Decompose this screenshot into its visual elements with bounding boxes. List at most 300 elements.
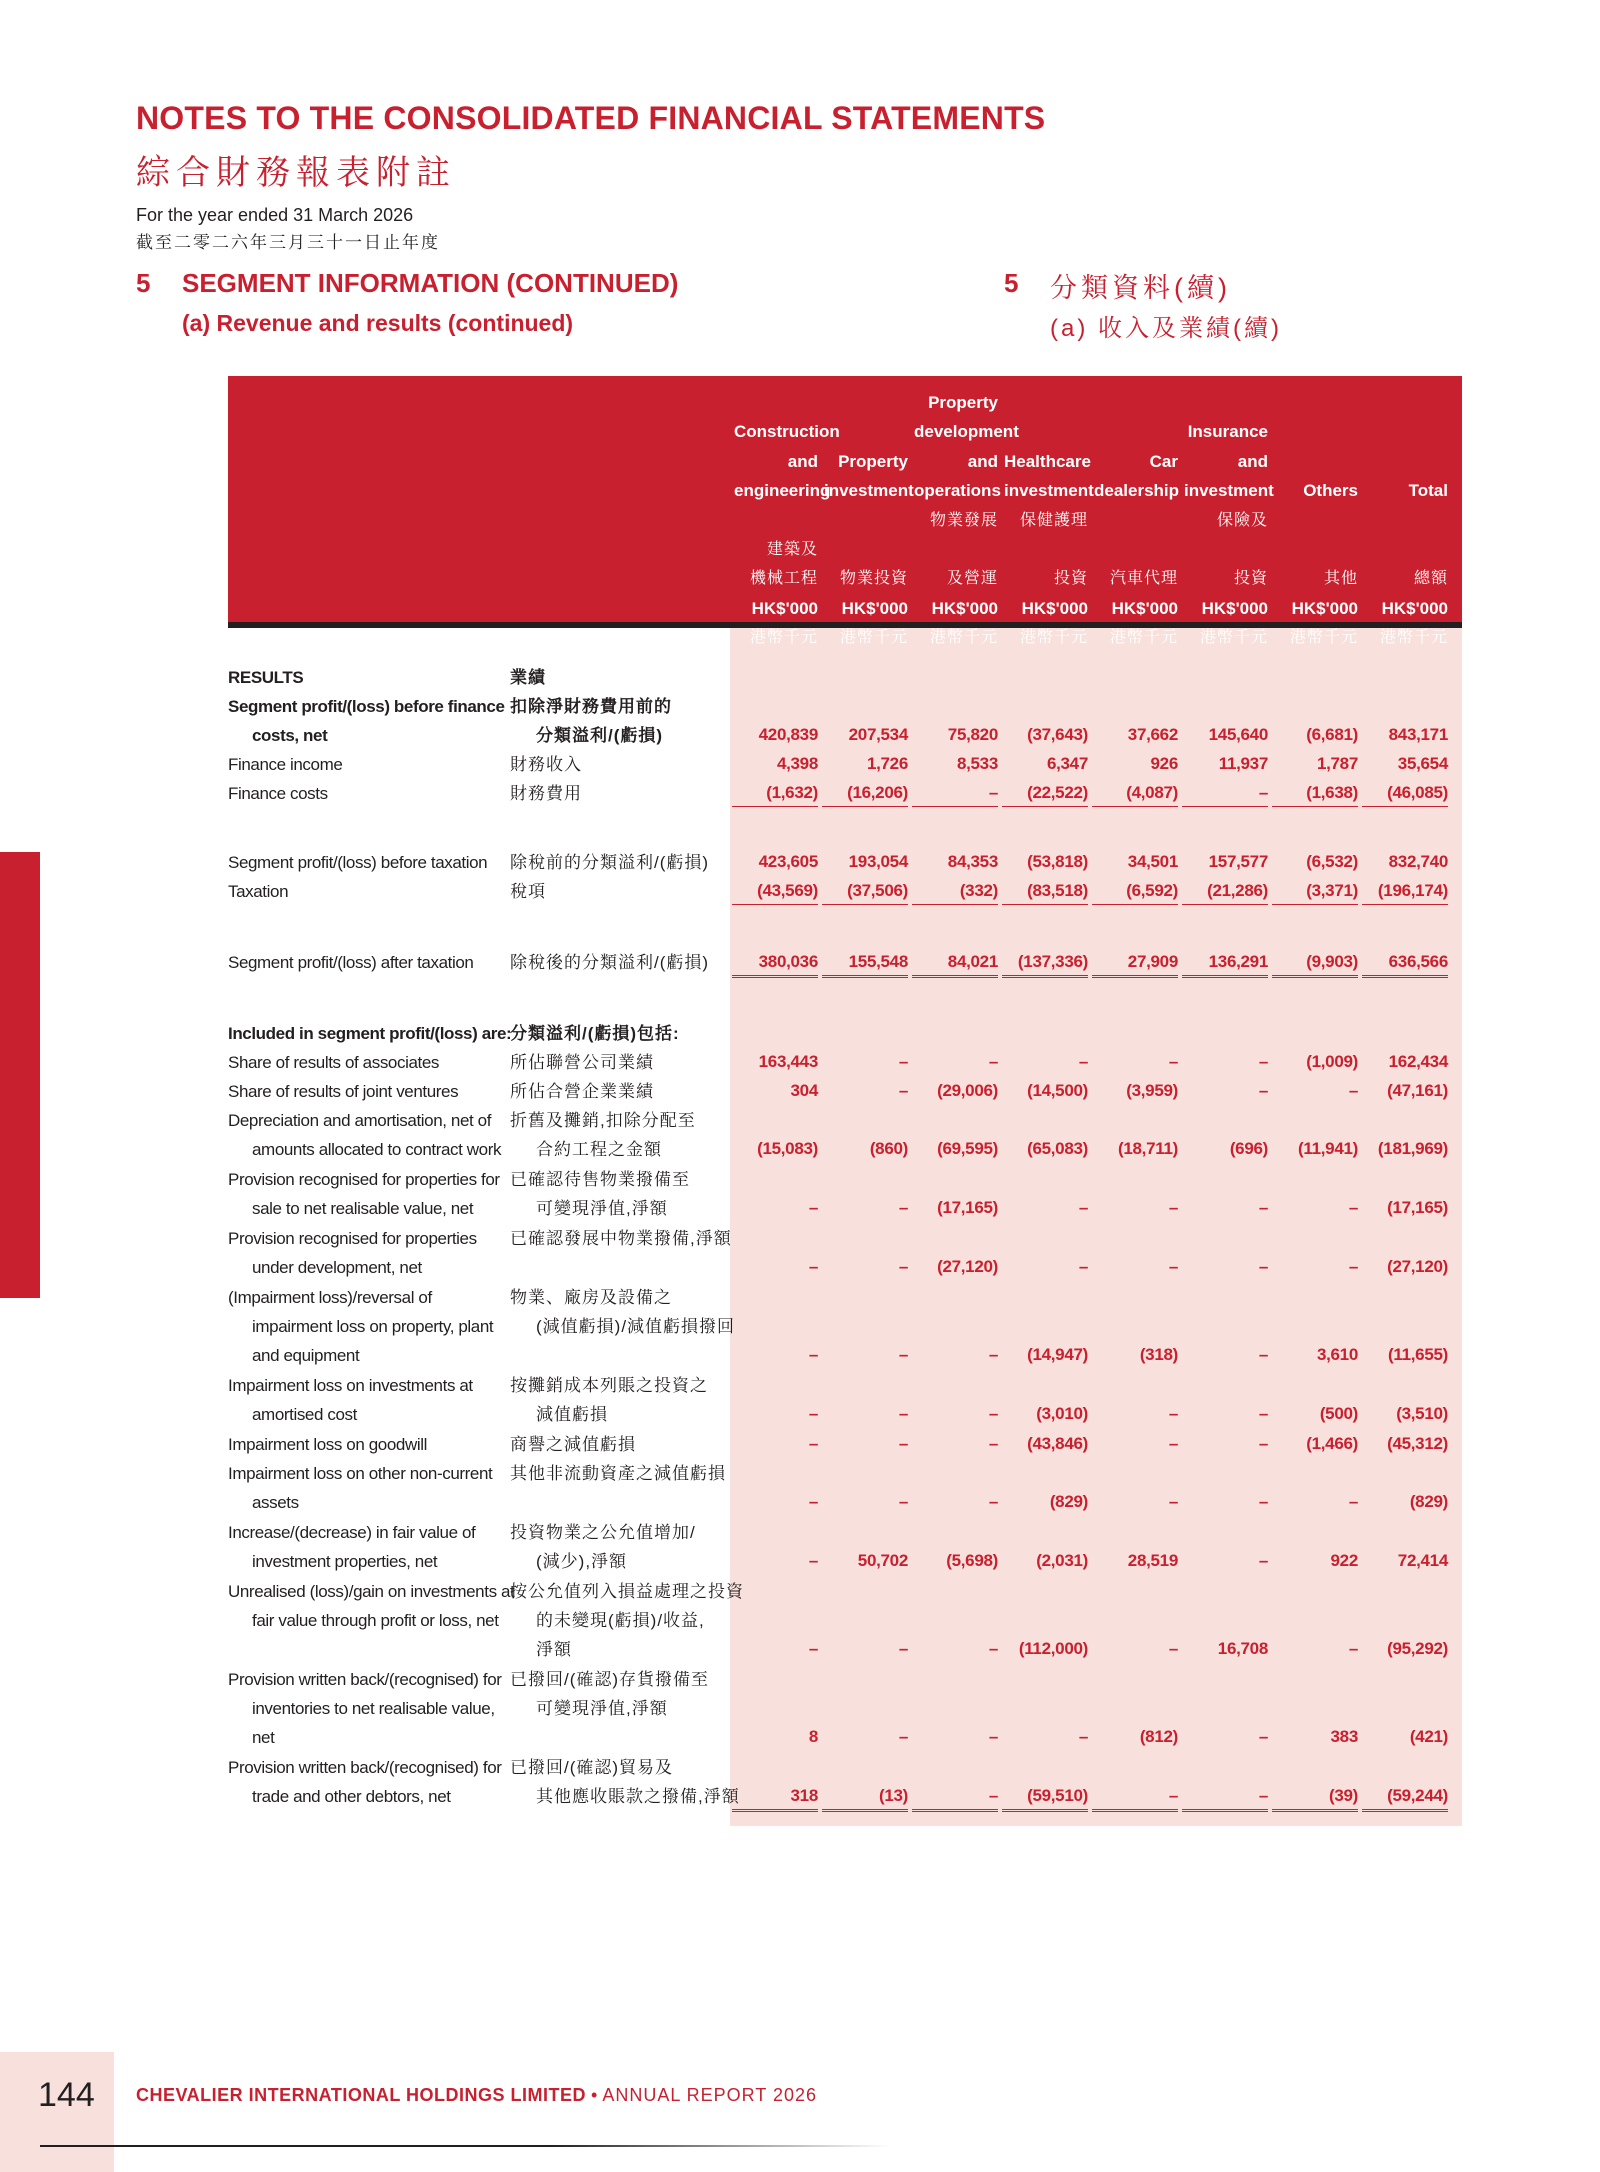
table-cell: (137,336) xyxy=(1002,948,1088,978)
row-label: net xyxy=(252,1728,275,1747)
row-label-chinese: (減值虧損)/減值虧損撥回 xyxy=(536,1317,736,1336)
table-cell: 136,291 xyxy=(1182,948,1268,978)
row-label: amortised cost xyxy=(252,1405,357,1424)
row-label-chinese: 物業、廠房及設備之 xyxy=(510,1288,672,1307)
row-label: Impairment loss on investments at xyxy=(228,1376,473,1395)
footer-report-title: ANNUAL REPORT 2026 xyxy=(602,2085,818,2105)
table-cell: – xyxy=(1348,1492,1358,1511)
table-cell: 383 xyxy=(1330,1727,1358,1746)
column-header-line xyxy=(1004,388,1088,417)
table-cell: (17,165) xyxy=(1387,1198,1448,1217)
row-label: Provision recognised for properties for xyxy=(228,1170,500,1189)
table-cell: (6,592) xyxy=(1092,877,1178,905)
table-cell: 35,654 xyxy=(1397,754,1448,773)
row-label: fair value through profit or loss, net xyxy=(252,1611,499,1630)
row-label-chinese: 已撥回/(確認)存貨撥備至 xyxy=(510,1670,710,1689)
column-header-line: 港幣千元 xyxy=(1019,629,1088,647)
row-label: amounts allocated to contract work xyxy=(252,1140,502,1159)
column-header-line: 及營運 xyxy=(946,570,998,588)
column-header-line: 汽車代理 xyxy=(1109,570,1178,588)
column-header-line: Construction xyxy=(734,422,840,442)
column-header-line: 總額 xyxy=(1413,570,1448,588)
table-cell: 28,519 xyxy=(1127,1551,1178,1570)
table-cell: – xyxy=(898,1639,908,1658)
table-cell: – xyxy=(898,1198,908,1217)
row-label-chinese: 可變現淨值,淨額 xyxy=(536,1199,668,1218)
table-cell: (860) xyxy=(869,1139,908,1158)
table-cell: (59,244) xyxy=(1362,1782,1448,1812)
column-header-line xyxy=(1004,417,1088,446)
table-cell: 11,937 xyxy=(1218,754,1268,773)
column-header-line xyxy=(1364,388,1448,417)
column-header-line: 投資 xyxy=(1053,570,1088,588)
table-cell: – xyxy=(808,1551,818,1570)
table-cell: 8 xyxy=(808,1727,818,1746)
table-cell: 922 xyxy=(1330,1551,1358,1570)
column-header xyxy=(1094,388,1178,653)
row-label: under development, net xyxy=(252,1258,422,1277)
table-cell: – xyxy=(988,1727,998,1746)
table-cell: – xyxy=(1168,1639,1178,1658)
row-label: Finance costs xyxy=(228,784,328,803)
table-cell: (318) xyxy=(1139,1345,1178,1364)
table-cell: 318 xyxy=(732,1782,818,1812)
table-cell: (4,087) xyxy=(1092,779,1178,807)
table-cell: 75,820 xyxy=(947,725,998,744)
table-cell: – xyxy=(1168,1052,1178,1071)
row-label-chinese: 的未變現(虧損)/收益, xyxy=(536,1611,705,1630)
column-header xyxy=(1274,388,1358,653)
column-header-line: 保健護理 xyxy=(1019,511,1088,529)
table-cell: – xyxy=(1258,1052,1268,1071)
table-cell: (196,174) xyxy=(1362,877,1448,905)
table-cell: – xyxy=(1182,1782,1268,1812)
table-cell: – xyxy=(808,1404,818,1423)
table-cell: 832,740 xyxy=(1388,852,1448,871)
period-label-chinese: 截至二零二六年三月三十一日止年度 xyxy=(136,233,440,252)
table-cell: – xyxy=(1258,1345,1268,1364)
column-header-line: HK$'000 xyxy=(1111,598,1178,618)
column-header-line: 港幣千元 xyxy=(1289,629,1358,647)
table-cell: (11,655) xyxy=(1388,1345,1448,1364)
column-header-line: Property xyxy=(838,451,908,471)
table-cell: (1,632) xyxy=(732,779,818,807)
table-cell: – xyxy=(988,1492,998,1511)
table-cell: 1,726 xyxy=(866,754,908,773)
table-cell: 380,036 xyxy=(732,948,818,978)
section-number-chinese: 5 xyxy=(1004,268,1019,298)
table-cell: (47,161) xyxy=(1387,1081,1448,1100)
column-header-line: HK$'000 xyxy=(1021,598,1088,618)
table-cell: (829) xyxy=(1049,1492,1088,1511)
page-title: NOTES TO THE CONSOLIDATED FINANCIAL STATEMENTS xyxy=(136,100,1046,136)
table-cell: (27,120) xyxy=(937,1257,998,1276)
row-label: (Impairment loss)/reversal of xyxy=(228,1288,432,1307)
table-cell: – xyxy=(1258,1551,1268,1570)
table-cell: (95,292) xyxy=(1387,1639,1448,1658)
column-header-line xyxy=(1094,506,1178,535)
column-header-line: investment xyxy=(824,481,914,501)
column-header-line xyxy=(824,388,908,417)
table-cell: (112,000) xyxy=(1018,1639,1088,1658)
column-header-line xyxy=(1004,535,1088,564)
column-header-line xyxy=(1184,388,1268,417)
table-cell: – xyxy=(1348,1639,1358,1658)
column-header-line xyxy=(824,506,908,535)
table-cell: – xyxy=(1348,1081,1358,1100)
table-cell: 50,702 xyxy=(857,1551,908,1570)
table-cell: 163,443 xyxy=(758,1052,818,1071)
table-cell: 145,640 xyxy=(1208,725,1268,744)
period-label: For the year ended 31 March 2026 xyxy=(136,205,414,225)
table-cell: 843,171 xyxy=(1388,725,1448,744)
column-header-line xyxy=(1094,388,1178,417)
section-tab-marker xyxy=(0,852,40,1298)
row-label: Included in segment profit/(loss) are: xyxy=(228,1024,512,1043)
table-cell: 157,577 xyxy=(1208,852,1268,871)
column-header-line xyxy=(1274,388,1358,417)
section-title-chinese: 分類資料(續) xyxy=(1050,273,1231,303)
row-label: Taxation xyxy=(228,882,289,901)
table-cell: 155,548 xyxy=(822,948,908,978)
column-header-line: 物業發展 xyxy=(929,511,998,529)
column-header-line xyxy=(1274,535,1358,564)
subsection-title: (a) Revenue and results (continued) xyxy=(182,310,574,336)
table-cell: (17,165) xyxy=(937,1198,998,1217)
column-header-line xyxy=(1094,535,1178,564)
column-header-line xyxy=(824,535,908,564)
table-cell: 84,353 xyxy=(947,852,998,871)
column-header-line: dealership xyxy=(1094,481,1180,501)
column-header-line: investment xyxy=(1004,481,1094,501)
table-cell: 1,787 xyxy=(1316,754,1358,773)
table-cell: (15,083) xyxy=(757,1139,818,1158)
column-header-line: and xyxy=(967,451,998,471)
table-cell: – xyxy=(912,779,998,807)
table-cell: – xyxy=(1078,1257,1088,1276)
table-cell: (43,569) xyxy=(732,877,818,905)
table-cell: (45,312) xyxy=(1387,1434,1448,1453)
table-cell: – xyxy=(808,1434,818,1453)
column-header-line: investment xyxy=(1184,481,1274,501)
column-header xyxy=(1364,388,1448,653)
column-header-line: HK$'000 xyxy=(1201,598,1268,618)
table-cell: – xyxy=(808,1639,818,1658)
table-cell: 207,534 xyxy=(848,725,908,744)
table-cell: (37,643) xyxy=(1027,725,1088,744)
column-header-line: Total xyxy=(1408,481,1448,501)
table-cell: – xyxy=(898,1345,908,1364)
table-cell: 16,708 xyxy=(1217,1639,1268,1658)
table-cell: – xyxy=(1258,1404,1268,1423)
column-header-line xyxy=(914,535,998,564)
column-header xyxy=(1184,388,1274,653)
table-cell: (1,466) xyxy=(1306,1434,1358,1453)
table-cell: – xyxy=(1078,1727,1088,1746)
table-cell: – xyxy=(1258,1492,1268,1511)
column-header-line xyxy=(1274,506,1358,535)
table-cell: 3,610 xyxy=(1316,1345,1358,1364)
row-label-chinese: 所佔合營企業業績 xyxy=(510,1082,654,1101)
row-label: investment properties, net xyxy=(252,1552,438,1571)
table-cell: (53,818) xyxy=(1027,852,1088,871)
table-cell: – xyxy=(808,1198,818,1217)
table-cell: 926 xyxy=(1150,754,1178,773)
table-cell: (16,206) xyxy=(822,779,908,807)
table-cell: (22,522) xyxy=(1002,779,1088,807)
table-cell: – xyxy=(988,1404,998,1423)
table-cell: – xyxy=(898,1081,908,1100)
row-label-chinese: 折舊及攤銷,扣除分配至 xyxy=(510,1111,696,1130)
row-label-chinese: 合約工程之金額 xyxy=(536,1140,662,1159)
row-label-chinese: 除稅前的分類溢利/(虧損) xyxy=(510,853,710,872)
column-header-line: HK$'000 xyxy=(751,598,818,618)
table-cell: 34,501 xyxy=(1127,852,1178,871)
column-header-line xyxy=(1274,417,1358,446)
row-label-chinese: 投資物業之公允值增加/ xyxy=(510,1523,696,1542)
row-label-chinese: 財務費用 xyxy=(510,784,582,803)
column-header-line: HK$'000 xyxy=(1381,598,1448,618)
table-cell: (9,903) xyxy=(1272,948,1358,978)
row-label-chinese: 其他應收賬款之撥備,淨額 xyxy=(536,1787,740,1806)
row-label: Share of results of joint ventures xyxy=(228,1082,459,1101)
column-header-line: and xyxy=(1237,451,1268,471)
table-cell: – xyxy=(1258,1434,1268,1453)
column-header xyxy=(734,388,840,653)
row-label-chinese: 已確認發展中物業撥備,淨額 xyxy=(510,1229,732,1248)
row-label: RESULTS xyxy=(228,668,304,687)
row-label-chinese: 已確認待售物業撥備至 xyxy=(510,1170,690,1189)
row-label: Segment profit/(loss) after taxation xyxy=(228,953,474,972)
row-label-chinese: 淨額 xyxy=(536,1640,572,1659)
table-cell: – xyxy=(912,1782,998,1812)
table-cell: 162,434 xyxy=(1388,1052,1448,1071)
column-header-line xyxy=(1184,535,1268,564)
table-cell: 423,605 xyxy=(758,852,818,871)
table-cell: – xyxy=(898,1434,908,1453)
table-cell: – xyxy=(808,1492,818,1511)
table-cell: – xyxy=(1258,1727,1268,1746)
table-cell: 84,021 xyxy=(912,948,998,978)
column-header-line xyxy=(1364,506,1448,535)
row-label-chinese: 所佔聯營公司業績 xyxy=(510,1053,654,1072)
row-label: Finance income xyxy=(228,755,343,774)
section-title: SEGMENT INFORMATION (CONTINUED) xyxy=(182,268,679,298)
column-header-line: HK$'000 xyxy=(841,598,908,618)
table-cell: 37,662 xyxy=(1127,725,1178,744)
table-cell: – xyxy=(988,1052,998,1071)
row-label-chinese: 商譽之減值虧損 xyxy=(510,1435,636,1454)
row-label-chinese: (減少),淨額 xyxy=(536,1552,628,1571)
table-cell: (696) xyxy=(1229,1139,1268,1158)
column-header-line: 保險及 xyxy=(1216,511,1268,529)
table-cell: – xyxy=(898,1727,908,1746)
column-header-line: 港幣千元 xyxy=(749,629,818,647)
table-cell: (421) xyxy=(1409,1727,1448,1746)
table-cell: (46,085) xyxy=(1362,779,1448,807)
column-header-line xyxy=(734,388,818,417)
column-header-line xyxy=(1364,447,1448,476)
table-cell: 304 xyxy=(790,1081,818,1100)
column-header xyxy=(1004,388,1094,653)
column-header-line: 機械工程 xyxy=(749,570,818,588)
column-header-line xyxy=(1364,417,1448,446)
table-cell: (18,711) xyxy=(1118,1139,1178,1158)
table-cell: – xyxy=(898,1404,908,1423)
table-cell: – xyxy=(988,1345,998,1364)
row-label: Share of results of associates xyxy=(228,1053,440,1072)
table-cell: (812) xyxy=(1139,1727,1178,1746)
table-cell: 6,347 xyxy=(1046,754,1088,773)
row-label-chinese: 已撥回/(確認)貿易及 xyxy=(510,1758,674,1777)
footer-separator: • xyxy=(586,2085,603,2105)
table-cell: – xyxy=(1348,1257,1358,1276)
table-cell: – xyxy=(1168,1434,1178,1453)
row-label: Provision written back/(recognised) for xyxy=(228,1670,502,1689)
row-label: inventories to net realisable value, xyxy=(252,1699,495,1718)
page-number: 144 xyxy=(38,2076,95,2114)
column-header-line: 投資 xyxy=(1233,570,1268,588)
table-cell: (500) xyxy=(1319,1404,1358,1423)
column-header-line: development xyxy=(914,422,1019,442)
table-cell: – xyxy=(1182,779,1268,807)
column-header-line: HK$'000 xyxy=(1291,598,1358,618)
row-label: Provision recognised for properties xyxy=(228,1229,477,1248)
table-cell: (59,510) xyxy=(1002,1782,1088,1812)
table-cell: 420,839 xyxy=(758,725,818,744)
column-header-line: 港幣千元 xyxy=(1379,629,1448,647)
table-cell: 636,566 xyxy=(1362,948,1448,978)
column-header-line: engineering xyxy=(734,481,831,501)
column-header-line: 港幣千元 xyxy=(929,629,998,647)
table-cell: – xyxy=(1092,1782,1178,1812)
table-cell: (14,947) xyxy=(1027,1345,1088,1364)
table-cell: – xyxy=(1168,1492,1178,1511)
table-cell: (332) xyxy=(912,877,998,905)
table-cell: (11,941) xyxy=(1298,1139,1358,1158)
column-header-line: 港幣千元 xyxy=(1109,629,1178,647)
table-cell: 4,398 xyxy=(776,754,818,773)
page-title-chinese: 綜合財務報表附註 xyxy=(136,154,456,192)
row-label: costs, net xyxy=(252,726,328,745)
row-label-chinese: 扣除淨財務費用前的 xyxy=(510,697,672,716)
table-cell: (83,518) xyxy=(1002,877,1088,905)
row-label: Segment profit/(loss) before finance xyxy=(228,697,505,716)
column-header xyxy=(914,388,1019,653)
table-cell: 72,414 xyxy=(1397,1551,1448,1570)
row-label-chinese: 業績 xyxy=(510,668,546,687)
table-cell: – xyxy=(1258,1198,1268,1217)
column-header-line xyxy=(824,417,908,446)
table-cell: – xyxy=(808,1345,818,1364)
table-cell: 8,533 xyxy=(956,754,998,773)
table-cell: – xyxy=(1168,1404,1178,1423)
table-cell: – xyxy=(898,1492,908,1511)
column-header-line: and xyxy=(787,451,818,471)
row-label: Impairment loss on other non-current xyxy=(228,1464,493,1483)
row-label: Unrealised (loss)/gain on investments at xyxy=(228,1582,515,1601)
table-cell: – xyxy=(898,1052,908,1071)
row-label-chinese: 其他非流動資產之減值虧損 xyxy=(510,1464,726,1483)
table-cell: – xyxy=(1168,1257,1178,1276)
table-cell: – xyxy=(808,1257,818,1276)
table-cell: – xyxy=(1258,1257,1268,1276)
column-header-line: Property xyxy=(928,393,998,412)
table-cell: (1,009) xyxy=(1306,1052,1358,1071)
row-label-chinese: 可變現淨值,淨額 xyxy=(536,1699,668,1718)
row-label: Provision written back/(recognised) for xyxy=(228,1758,502,1777)
row-label: Depreciation and amortisation, net of xyxy=(228,1111,492,1130)
column-header-line xyxy=(734,506,818,535)
row-label: sale to net realisable value, net xyxy=(252,1199,474,1218)
column-header-line: 港幣千元 xyxy=(1199,629,1268,647)
table-cell: (6,532) xyxy=(1306,852,1358,871)
column-header-line: Healthcare xyxy=(1004,451,1091,471)
subsection-title-chinese: (a) 收入及業績(續) xyxy=(1050,315,1282,342)
table-cell: – xyxy=(1348,1198,1358,1217)
column-header-line: 港幣千元 xyxy=(839,629,908,647)
column-header xyxy=(824,388,914,653)
table-cell: – xyxy=(1078,1052,1088,1071)
column-header-line: Others xyxy=(1303,481,1358,501)
table-cell: (65,083) xyxy=(1027,1139,1088,1158)
table-cell: (181,969) xyxy=(1377,1139,1448,1158)
column-header-line xyxy=(1094,417,1178,446)
column-header-line xyxy=(1364,535,1448,564)
table-cell: – xyxy=(1168,1198,1178,1217)
column-header-line: HK$'000 xyxy=(931,598,998,618)
row-label: impairment loss on property, plant xyxy=(252,1317,494,1336)
table-cell: – xyxy=(1258,1081,1268,1100)
footer-rule xyxy=(40,2145,890,2147)
table-cell: – xyxy=(898,1257,908,1276)
table-cell: (2,031) xyxy=(1036,1551,1088,1570)
table-cell: (3,010) xyxy=(1036,1404,1088,1423)
table-cell: (37,506) xyxy=(822,877,908,905)
row-label-chinese: 減值虧損 xyxy=(536,1405,608,1424)
row-label-chinese: 分類溢利/(虧損) xyxy=(536,726,664,745)
table-cell: (3,371) xyxy=(1272,877,1358,905)
table-cell: (13) xyxy=(822,1782,908,1812)
table-cell: (3,959) xyxy=(1126,1081,1178,1100)
table-cell: (21,286) xyxy=(1182,877,1268,905)
column-header-line: 建築及 xyxy=(766,540,818,558)
table-cell: (1,638) xyxy=(1272,779,1358,807)
row-label: Increase/(decrease) in fair value of xyxy=(228,1523,476,1542)
column-header-line: 其他 xyxy=(1323,570,1358,588)
table-cell: – xyxy=(988,1639,998,1658)
row-label: Segment profit/(loss) before taxation xyxy=(228,853,488,872)
row-label-chinese: 按公允值列入損益處理之投資 xyxy=(510,1582,744,1601)
column-header-line: Insurance xyxy=(1187,422,1268,442)
column-header-line xyxy=(1274,447,1358,476)
table-cell: (43,846) xyxy=(1027,1434,1088,1453)
table-cell: (39) xyxy=(1272,1782,1358,1812)
row-label-chinese: 除稅後的分類溢利/(虧損) xyxy=(510,953,710,972)
table-cell: (3,510) xyxy=(1396,1404,1448,1423)
row-label: trade and other debtors, net xyxy=(252,1787,451,1806)
row-label-chinese: 稅項 xyxy=(510,882,546,901)
footer xyxy=(136,2085,817,2106)
table-cell: (69,595) xyxy=(937,1139,998,1158)
table-cell: (29,006) xyxy=(937,1081,998,1100)
row-label: Impairment loss on goodwill xyxy=(228,1435,427,1454)
column-header-line: Car xyxy=(1149,451,1178,471)
row-label-chinese: 按攤銷成本列賬之投資之 xyxy=(510,1376,708,1395)
table-cell: (14,500) xyxy=(1027,1081,1088,1100)
column-header-line: 物業投資 xyxy=(839,570,908,588)
row-label-chinese: 分類溢利/(虧損)包括: xyxy=(510,1024,680,1043)
